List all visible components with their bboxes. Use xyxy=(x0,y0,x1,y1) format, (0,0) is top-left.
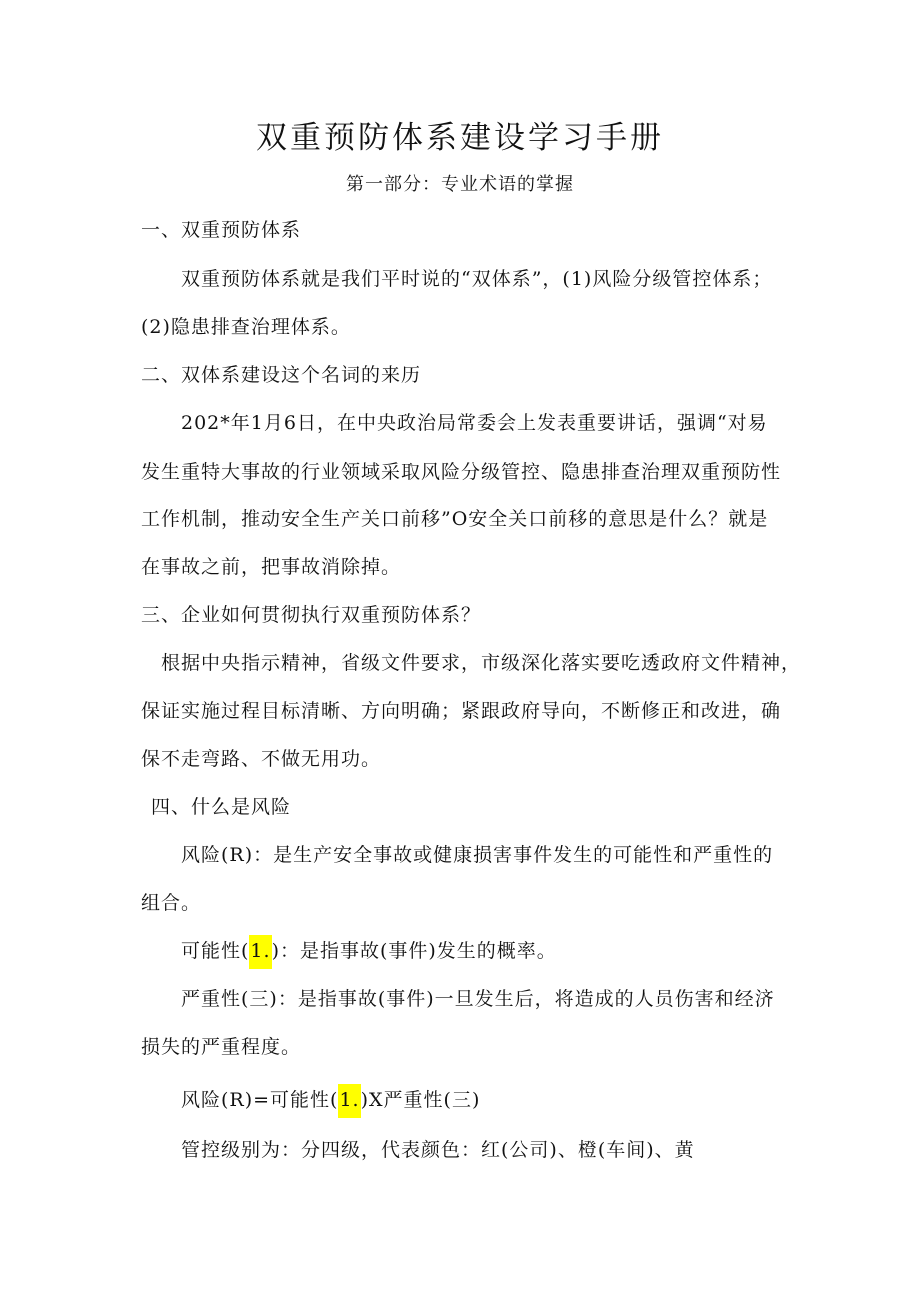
likelihood-prefix: 可能性( xyxy=(181,940,250,962)
section-1-paragraph-line-1: 双重预防体系就是我们平时说的“双体系”，(1)风险分级管控体系； xyxy=(181,268,773,290)
likelihood-suffix: )：是指事故(事件)发生的概率。 xyxy=(271,940,557,962)
section-2-paragraph-line-1: 202*年1月6日，在中央政治局常委会上发表重要讲话，强调“对易 xyxy=(181,412,768,434)
section-2-paragraph-line-2: 发生重特大事故的行业领域采取风险分级管控、隐患排查治理双重预防性 xyxy=(141,461,782,483)
document-subtitle: 第一部分：专业术语的掌握 xyxy=(346,174,574,195)
section-3-heading: 三、企业如何贯彻执行双重预防体系？ xyxy=(141,604,482,626)
section-1-heading: 一、双重预防体系 xyxy=(141,219,302,241)
severity-definition-line-1: 严重性(三)：是指事故(事件)一旦发生后，将造成的人员伤害和经济 xyxy=(181,988,775,1010)
risk-definition-line-2: 组合。 xyxy=(141,892,202,914)
section-2-paragraph-line-4: 在事故之前，把事故消除掉。 xyxy=(141,556,402,578)
formula-suffix: )X严重性(三) xyxy=(360,1089,481,1111)
section-1-paragraph-line-2: (2)隐患排查治理体系。 xyxy=(141,316,351,338)
likelihood-highlight: 1. xyxy=(249,935,271,969)
likelihood-definition xyxy=(181,939,557,963)
formula-prefix: 风险(R)=可能性( xyxy=(181,1089,339,1111)
formula-highlight: 1. xyxy=(338,1084,360,1118)
section-4-heading: 四、什么是风险 xyxy=(151,796,292,818)
section-2-heading: 二、双体系建设这个名词的来历 xyxy=(141,364,422,386)
risk-definition-line-1: 风险(R)：是生产安全事故或健康损害事件发生的可能性和严重性的 xyxy=(181,844,774,866)
severity-definition-line-2: 损失的严重程度。 xyxy=(141,1036,302,1058)
section-2-paragraph-line-3: 工作机制，推动安全生产关口前移”O安全关口前移的意思是什么？就是 xyxy=(141,508,769,530)
section-3-paragraph-line-1: 根据中央指示精神，省级文件要求，市级深化落实要吃透政府文件精神， xyxy=(161,652,802,674)
control-level-line: 管控级别为：分四级，代表颜色：红(公司)、橙(车间)、黄 xyxy=(181,1139,695,1161)
risk-formula xyxy=(181,1088,480,1112)
document-title: 双重预防体系建设学习手册 xyxy=(256,120,664,156)
section-3-paragraph-line-3: 保不走弯路、不做无用功。 xyxy=(141,748,382,770)
section-3-paragraph-line-2: 保证实施过程目标清晰、方向明确；紧跟政府导向，不断修正和改进，确 xyxy=(141,700,782,722)
